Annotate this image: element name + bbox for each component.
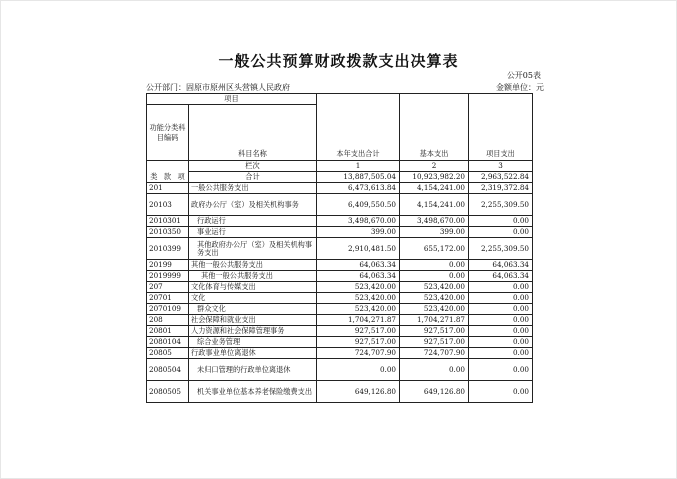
table-row: [147, 282, 533, 293]
header-kuan: 款: [163, 172, 172, 181]
table-row: [147, 183, 533, 194]
row-total: 523,420.00: [317, 282, 400, 293]
row-total: 523,420.00: [317, 304, 400, 315]
row-basic: 3,498,670.00: [400, 216, 469, 227]
row-name: 其他一般公共服务支出: [189, 271, 317, 282]
table-row: [147, 337, 533, 348]
row-total: 64,063.34: [317, 260, 400, 271]
row-project: 0.00: [469, 326, 533, 337]
row-name: 文化: [189, 293, 317, 304]
header-name: 科目名称: [189, 105, 317, 161]
row-total: 1,704,271.87: [317, 315, 400, 326]
row-basic: 523,420.00: [400, 293, 469, 304]
row-project: 0.00: [469, 293, 533, 304]
row-total: 724,707.90: [317, 348, 400, 359]
row-basic: 0.00: [400, 271, 469, 282]
row-basic: 724,707.90: [400, 348, 469, 359]
table-row: [147, 315, 533, 326]
col-index-3: 3: [469, 161, 533, 172]
row-total: 6,409,550.50: [317, 194, 400, 216]
row-code: 201: [147, 183, 189, 194]
row-basic: 399.00: [400, 227, 469, 238]
row-name: 政府办公厅（室）及相关机构事务: [189, 194, 317, 216]
row-code: 2010399: [147, 238, 189, 260]
table-row: [147, 293, 533, 304]
row-project: 0.00: [469, 315, 533, 326]
header-item: 项目: [147, 94, 317, 105]
header-total: 本年支出合计: [317, 94, 400, 161]
row-name: 群众文化: [189, 304, 317, 315]
row-project: 64,063.34: [469, 260, 533, 271]
row-name: 行政事业单位离退休: [189, 348, 317, 359]
row-code: 20199: [147, 260, 189, 271]
row-name: 其他政府办公厅（室）及相关机构事务支出: [189, 238, 317, 260]
row-code: 207: [147, 282, 189, 293]
row-name: 一般公共服务支出: [189, 183, 317, 194]
header-basic: 基本支出: [400, 94, 469, 161]
row-code: 20801: [147, 326, 189, 337]
table-row: [147, 238, 533, 260]
col-index-1: 1: [317, 161, 400, 172]
row-basic: 1,704,271.87: [400, 315, 469, 326]
row-name: 其他一般公共服务支出: [189, 260, 317, 271]
row-basic: 4,154,241.00: [400, 194, 469, 216]
table-row: [147, 271, 533, 282]
row-code: 20805: [147, 348, 189, 359]
row-project: 0.00: [469, 337, 533, 348]
row-code: 2010301: [147, 216, 189, 227]
row-code: 208: [147, 315, 189, 326]
row-total: 523,420.00: [317, 293, 400, 304]
row-total: 3,498,670.00: [317, 216, 400, 227]
row-project: 0.00: [469, 381, 533, 403]
row-basic: 655,172.00: [400, 238, 469, 260]
row-project: 2,255,309.50: [469, 238, 533, 260]
row-basic: 0.00: [400, 260, 469, 271]
row-basic: 927,517.00: [400, 337, 469, 348]
row-code: 2080504: [147, 359, 189, 381]
row-basic: 523,420.00: [400, 304, 469, 315]
row-total: 399.00: [317, 227, 400, 238]
row-name: 人力资源和社会保障管理事务: [189, 326, 317, 337]
unit-label: 金额单位：元: [496, 83, 544, 92]
row-total: 927,517.00: [317, 326, 400, 337]
row-project: 64,063.34: [469, 271, 533, 282]
row-project: 0.00: [469, 348, 533, 359]
row-code: 2080104: [147, 337, 189, 348]
row-total: 649,126.80: [317, 381, 400, 403]
row-name: 事业运行: [189, 227, 317, 238]
row-name: 行政运行: [189, 216, 317, 227]
col-index-2: 2: [400, 161, 469, 172]
row-code: 2019999: [147, 271, 189, 282]
row-total: 927,517.00: [317, 337, 400, 348]
table-row: [147, 304, 533, 315]
row-code: 2010350: [147, 227, 189, 238]
row-basic: 4,154,241.00: [400, 183, 469, 194]
row-name: 机关事业单位基本养老保险缴费支出: [189, 381, 317, 403]
table-row: [147, 216, 533, 227]
row-basic: 927,517.00: [400, 326, 469, 337]
form-number: 公开05表: [506, 71, 541, 80]
table-row: [147, 381, 533, 403]
row-name: 综合业务管理: [189, 337, 317, 348]
total-label: 合计: [189, 172, 317, 183]
row-project: 0.00: [469, 216, 533, 227]
header-xiang: 项: [177, 172, 185, 181]
table-row: [147, 348, 533, 359]
class-level-header: [147, 161, 189, 183]
header-code: 功能分类科目编码: [147, 105, 189, 161]
table-row: [147, 260, 533, 271]
table-row: [147, 326, 533, 337]
header-project: 项目支出: [469, 94, 533, 161]
row-project: 0.00: [469, 359, 533, 381]
row-code: 2070109: [147, 304, 189, 315]
row-basic: 523,420.00: [400, 282, 469, 293]
header-lei: 类: [150, 172, 158, 181]
row-total: 0.00: [317, 359, 400, 381]
row-project: 0.00: [469, 304, 533, 315]
row-project: 0.00: [469, 282, 533, 293]
row-basic: 649,126.80: [400, 381, 469, 403]
document-title: 一般公共预算财政拨款支出决算表: [218, 52, 459, 70]
table-row: [147, 227, 533, 238]
row-name: 未归口管理的行政单位离退休: [189, 359, 317, 381]
row-project: 2,319,372.84: [469, 183, 533, 194]
row-project: 0.00: [469, 227, 533, 238]
row-name: 社会保障和就业支出: [189, 315, 317, 326]
row-total: 2,910,481.50: [317, 238, 400, 260]
row-index-label: 栏次: [189, 161, 317, 172]
table-body: [147, 183, 533, 403]
total-basic: 10,923,982.20: [400, 172, 469, 183]
table-row: [147, 194, 533, 216]
table-row: [147, 359, 533, 381]
total-project: 2,963,522.84: [469, 172, 533, 183]
total-amount: 13,887,505.04: [317, 172, 400, 183]
row-project: 2,255,309.50: [469, 194, 533, 216]
total-row: [147, 172, 533, 183]
row-total: 6,473,613.84: [317, 183, 400, 194]
row-code: 20103: [147, 194, 189, 216]
row-code: 2080505: [147, 381, 189, 403]
row-total: 64,063.34: [317, 271, 400, 282]
expenditure-table: [146, 93, 533, 403]
row-basic: 0.00: [400, 359, 469, 381]
row-code: 20701: [147, 293, 189, 304]
row-name: 文化体育与传媒支出: [189, 282, 317, 293]
department-label: 公开部门：固原市原州区头营镇人民政府: [146, 83, 290, 92]
